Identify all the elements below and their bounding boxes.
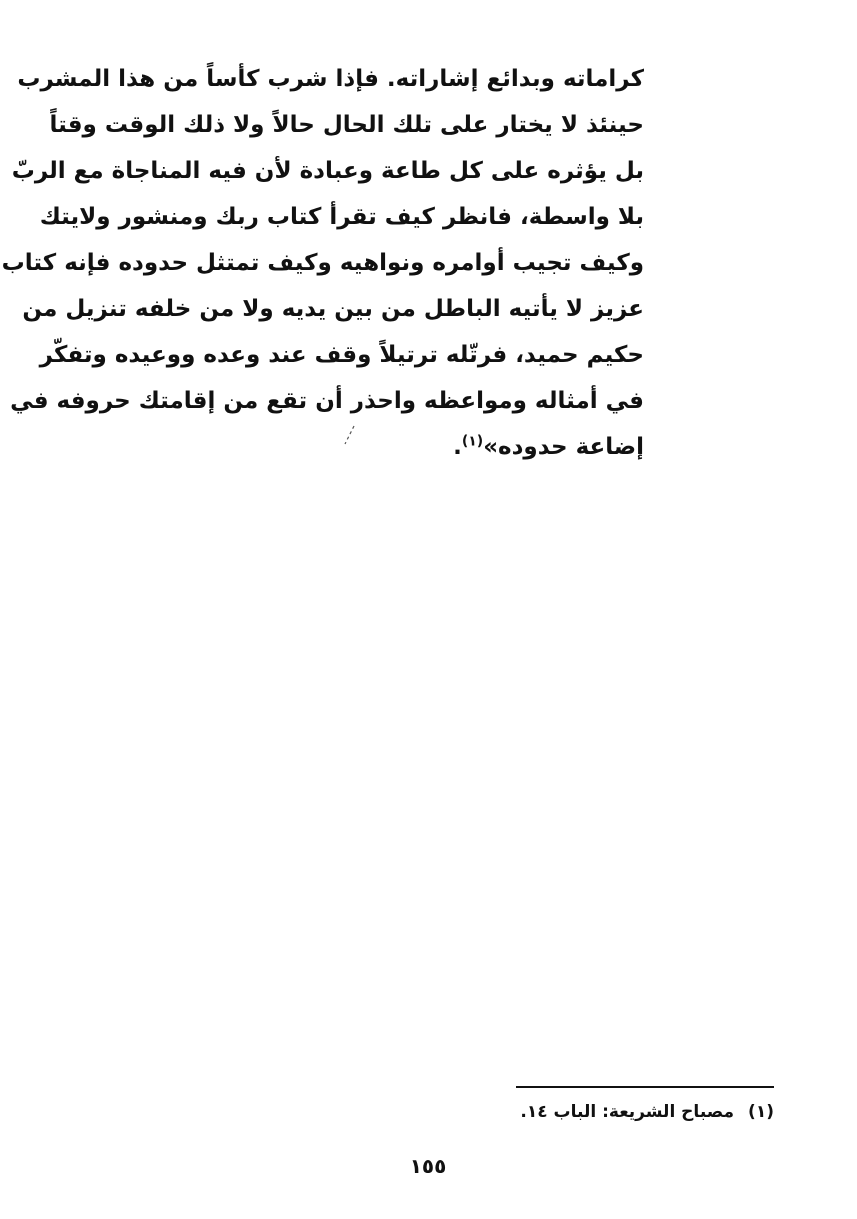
footnote-number: (١) xyxy=(748,1102,774,1122)
text-line-7: حكيم حميد، فرتّله ترتيلاً وقف عند وعده ووعيده وتفكّر xyxy=(39,342,644,368)
footnote-reference[interactable]: (١) xyxy=(461,433,484,450)
text-line-2: حينئذ لا يختار على تلك الحال حالاً ولا ذلك الوقت وقتاً xyxy=(49,112,644,138)
text-line-9 xyxy=(78,424,644,470)
page-number: ١٥٥ xyxy=(409,1154,447,1178)
text-line-1: كراماته وبدائع إشاراته. فإذا شرب كأساً من هذا المشرب xyxy=(17,66,644,92)
main-text-block xyxy=(1,56,644,470)
text-line-8: في أمثاله ومواعظه واحذر أن تقع من إقامتك حروفه في xyxy=(10,388,644,414)
stray-pen-mark xyxy=(342,424,356,446)
text-line-5: وكيف تجيب أوامره ونواهيه وكيف تمتثل حدوده فإنه كتاب xyxy=(1,250,644,276)
footnote xyxy=(470,1098,774,1126)
text-line-9-body: إضاعة حدوده» xyxy=(483,434,644,460)
footnote-text: مصباح الشريعة: الباب ١٤. xyxy=(520,1102,735,1122)
text-line-3: بل يؤثره على كل طاعة وعبادة لأن فيه المناجاة مع الربّ xyxy=(11,158,644,184)
text-line-4: بلا واسطة، فانظر كيف تقرأ كتاب ربك ومنشور ولايتك xyxy=(39,204,644,230)
footnote-divider xyxy=(516,1086,774,1088)
text-line-9-end: . xyxy=(453,434,462,460)
text-line-6: عزيز لا يأتيه الباطل من بين يديه ولا من خلفه تنزيل من xyxy=(22,296,644,322)
